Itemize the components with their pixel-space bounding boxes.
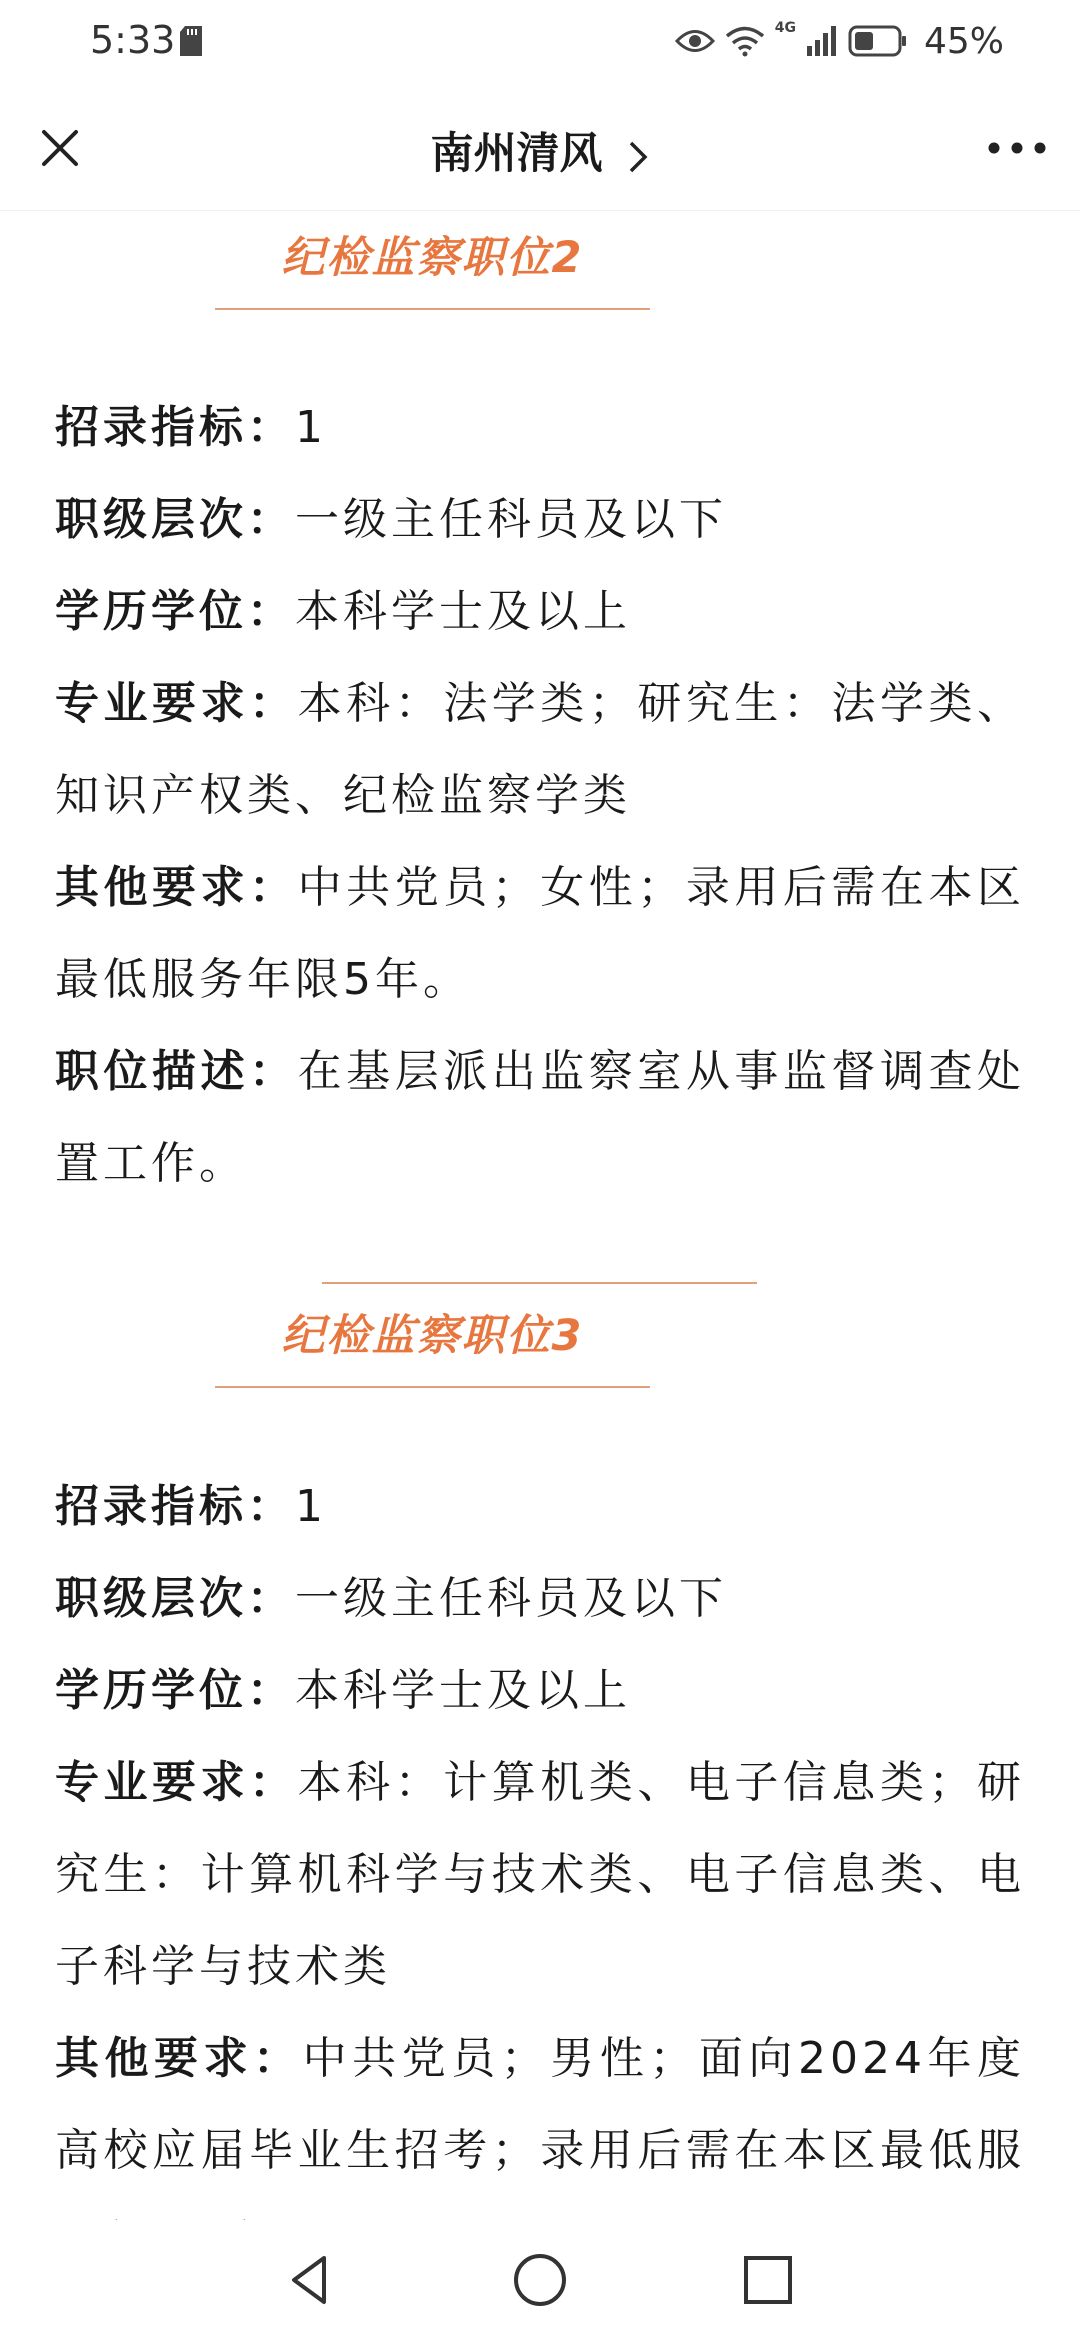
back-icon[interactable] xyxy=(280,2250,340,2310)
field-label: 其他要求： xyxy=(55,2033,303,2084)
field-education xyxy=(55,566,1025,658)
field-value: 一级主任科员及以下 xyxy=(295,1573,727,1624)
field-value: 一级主任科员及以下 xyxy=(295,494,727,545)
field-quota xyxy=(55,382,1025,474)
system-nav-bar xyxy=(0,2220,1080,2340)
section-title-position-3: 纪检监察职位3 xyxy=(281,1311,584,1361)
section-divider xyxy=(322,1282,757,1284)
eye-icon xyxy=(675,28,715,54)
wifi-icon xyxy=(725,25,765,57)
field-value: 本科学士及以上 xyxy=(295,586,631,637)
account-title[interactable] xyxy=(0,120,1080,181)
field-rank xyxy=(55,474,1025,566)
nav-bar xyxy=(0,86,1080,211)
field-label: 招录指标： xyxy=(55,1481,295,1532)
sd-card-icon xyxy=(180,26,202,56)
status-indicators xyxy=(675,16,1004,66)
signal-icon xyxy=(806,26,838,56)
home-icon[interactable] xyxy=(510,2250,570,2310)
account-name[interactable]: 南州清风 xyxy=(430,129,603,179)
battery-percent: 45% xyxy=(923,20,1004,62)
field-major xyxy=(55,658,1025,842)
field-label: 学历学位： xyxy=(55,586,295,637)
field-value: 中共党员；男性；面向2024年度高校应届毕业生招考；录用后需在本区最低服 xyxy=(55,2033,1025,2176)
field-value: 1 xyxy=(295,402,327,453)
network-type: 4G xyxy=(774,20,796,36)
field-rank xyxy=(55,1553,1025,1645)
field-label: 职级层次： xyxy=(55,494,295,545)
field-label: 学历学位： xyxy=(55,1665,295,1716)
field-value: 本科：法学类；研究生：法学类、知识产权类、纪检监察学类 xyxy=(55,678,1026,821)
field-description xyxy=(55,1026,1025,1210)
field-value: 1 xyxy=(295,1481,327,1532)
field-value: 在基层派出监察室从事监督调查处置工作。 xyxy=(55,1046,1026,1189)
field-label: 专业要求： xyxy=(55,1757,298,1808)
section-title-underline xyxy=(215,308,650,310)
field-label: 职位描述： xyxy=(55,1046,298,1097)
status-time: 5:33 xyxy=(90,18,176,62)
field-education xyxy=(55,1645,1025,1737)
field-value: 本科学士及以上 xyxy=(295,1665,631,1716)
field-label: 职级层次： xyxy=(55,1573,295,1624)
field-major xyxy=(55,1737,1025,2013)
section-title-position-2: 纪检监察职位2 xyxy=(281,233,584,283)
field-label: 招录指标： xyxy=(55,402,295,453)
field-value: 本科：计算机类、电子信息类；研究生：计算机科学与技术类、电子信息类、电子科学与技术类 xyxy=(55,1757,1026,1992)
status-bar xyxy=(0,0,1080,86)
article-content xyxy=(0,210,1080,2220)
section-title-underline xyxy=(215,1386,650,1388)
field-value: 中共党员；女性；录用后需在本区最低服务年限5年。 xyxy=(55,862,1026,1005)
field-quota xyxy=(55,1461,1025,1553)
recents-icon[interactable] xyxy=(738,2250,798,2310)
more-icon[interactable] xyxy=(982,118,1052,178)
field-other xyxy=(55,842,1025,1026)
chevron-right-icon[interactable] xyxy=(627,139,649,175)
battery-icon xyxy=(848,25,908,57)
field-label: 其他要求： xyxy=(55,862,298,913)
field-label: 专业要求： xyxy=(55,678,298,729)
